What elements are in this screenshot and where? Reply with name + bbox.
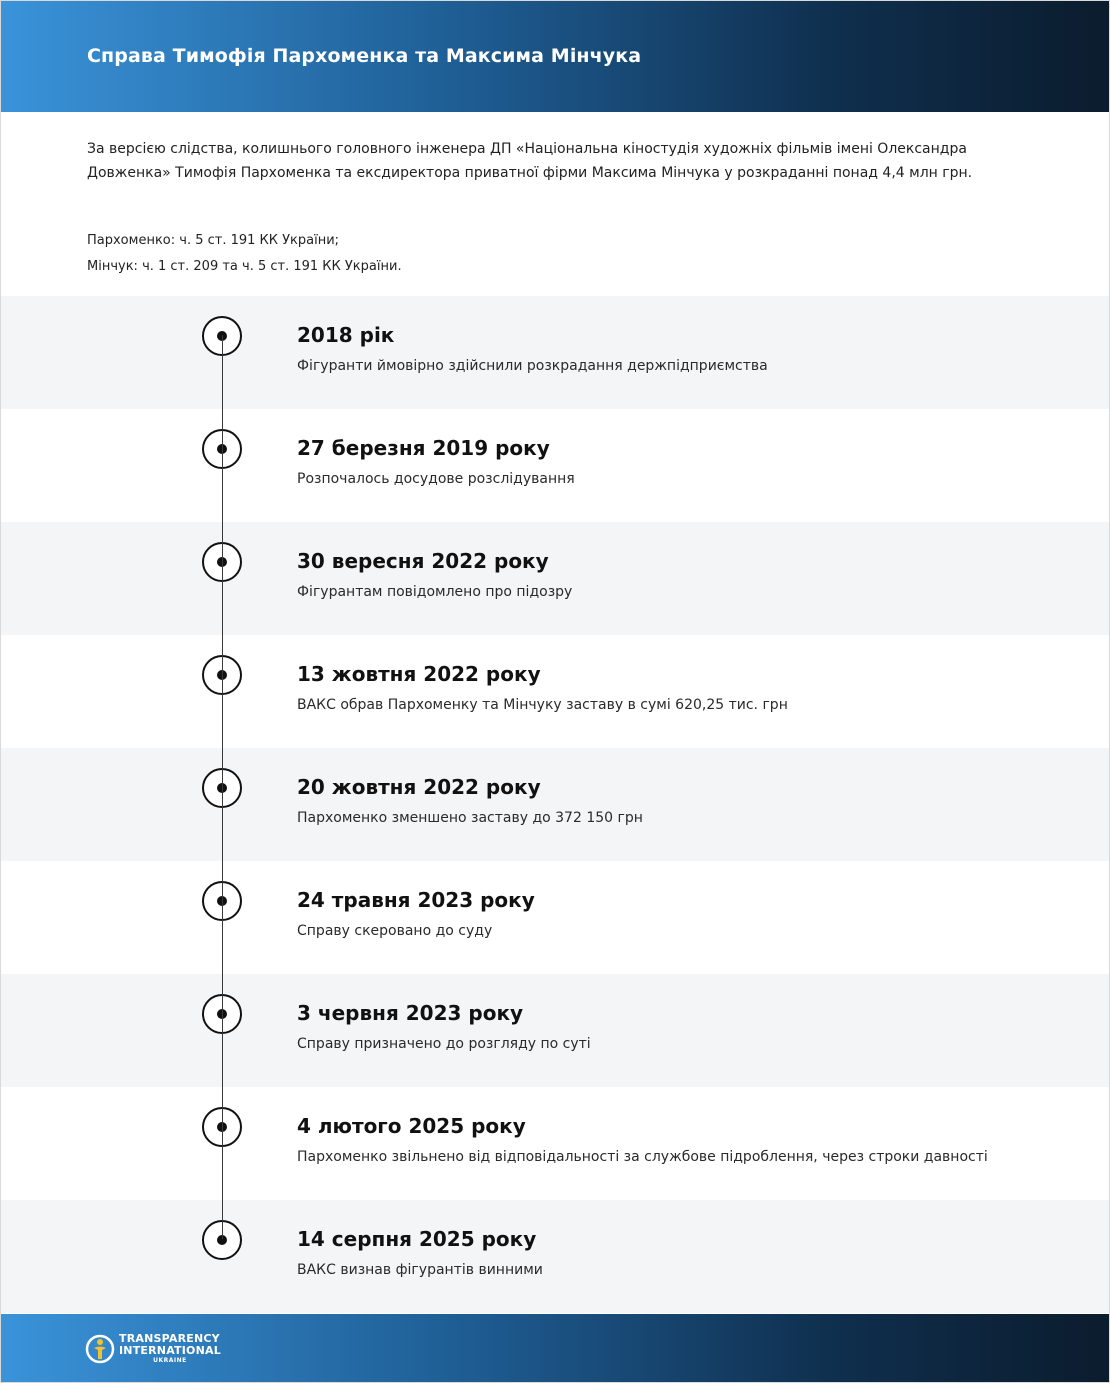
timeline-item (1, 748, 1110, 861)
charge-parkhomenko: Пархоменко: ч. 5 ст. 191 КК України; (87, 233, 340, 248)
timeline-description: ВАКС визнав фігурантів винними (297, 1262, 543, 1278)
timeline-date: 27 березня 2019 року (297, 436, 550, 460)
timeline-description: ВАКС обрав Пархоменку та Мінчуку заставу в сумі 620,25 тис. грн (297, 697, 788, 713)
timeline-description: Розпочалось досудове розслідування (297, 471, 575, 487)
page-title: Справа Тимофія Пархоменка та Максима Мінчука (87, 45, 642, 67)
timeline-date: 30 вересня 2022 року (297, 549, 549, 573)
timeline-item (1, 974, 1110, 1087)
timeline-description: Пархоменко зменшено заставу до 372 150 грн (297, 810, 643, 826)
intro-line: Довженка» Тимофія Пархоменка та ексдиректора приватної фірми Максима Мінчука у розкраданні понад 4,4 млн грн. (87, 165, 973, 181)
timeline-item (1, 522, 1110, 635)
timeline-item (1, 409, 1110, 522)
timeline-date: 3 червня 2023 року (297, 1001, 524, 1025)
timeline-date: 20 жовтня 2022 року (297, 775, 541, 799)
footer-banner (1, 1314, 1110, 1383)
logo-line-ukraine: UKRAINE (153, 1357, 187, 1364)
timeline-item (1, 1200, 1110, 1313)
timeline-item (1, 296, 1110, 409)
timeline (1, 296, 1110, 1314)
transparency-international-logo (85, 1331, 221, 1367)
timeline-date: 2018 рік (297, 323, 395, 347)
timeline-description: Пархоменко звільнено від відповідальності за службове підроблення, через строки давності (297, 1149, 988, 1165)
charges-list (87, 228, 1027, 280)
intro-line: За версією слідства, колишнього головного інженера ДП «Національна кіностудія художніх фільмів імені Олександра (87, 141, 967, 157)
ti-logo-icon (85, 1334, 115, 1364)
timeline-description: Фігуранти ймовірно здійснили розкрадання держпідприємства (297, 358, 768, 374)
header-banner (1, 1, 1110, 112)
timeline-description: Справу скеровано до суду (297, 923, 493, 939)
logo-line-transparency: TRANSPARENCY (119, 1332, 220, 1345)
logo-wordmark (119, 1333, 221, 1365)
timeline-date: 24 травня 2023 року (297, 888, 535, 912)
timeline-description: Фігурантам повідомлено про підозру (297, 584, 573, 600)
timeline-date: 14 серпня 2025 року (297, 1227, 537, 1251)
timeline-item (1, 635, 1110, 748)
timeline-connector (222, 335, 223, 1239)
timeline-description: Справу призначено до розгляду по суті (297, 1036, 591, 1052)
intro-paragraph (87, 137, 1027, 185)
timeline-date: 4 лютого 2025 року (297, 1114, 526, 1138)
timeline-date: 13 жовтня 2022 року (297, 662, 541, 686)
timeline-item (1, 861, 1110, 974)
logo-line-international: INTERNATIONAL (119, 1344, 221, 1357)
timeline-item (1, 1087, 1110, 1200)
charge-minchuk: Мінчук: ч. 1 ст. 209 та ч. 5 ст. 191 КК України. (87, 259, 402, 274)
